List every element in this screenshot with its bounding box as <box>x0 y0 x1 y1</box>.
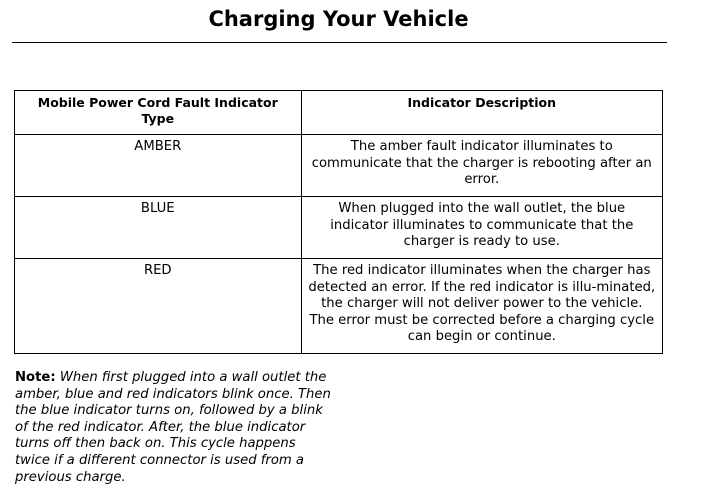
table-header-row <box>15 91 663 135</box>
table-row <box>15 197 663 259</box>
indicator-type-cell: RED <box>15 259 302 354</box>
indicator-description-cell: When plugged into the wall outlet, the blue indicator illuminates to communicate that the charger is ready to use. <box>301 197 662 259</box>
table-row <box>15 135 663 197</box>
column-header-type: Mobile Power Cord Fault Indicator Type <box>15 91 302 135</box>
note-text: When first plugged into a wall outlet the amber, blue and red indicators blink once. Then the blue indicator turns on, followed by a blink of the red indicator. After, the blue indicator turns off then back on. This cycle happens twice if a different connector is used from a previous charge. <box>15 370 331 485</box>
indicator-description-cell: The red indicator illuminates when the charger has detected an error. If the red indicator is illu-minated, the charger will not deliver power to the vehicle. The error must be corrected before a charging cycle can begin or continue. <box>301 259 662 354</box>
indicator-type-cell: BLUE <box>15 197 302 259</box>
title-divider <box>12 42 667 43</box>
fault-indicator-table <box>14 90 663 354</box>
page-title: Charging Your Vehicle <box>208 7 469 31</box>
column-header-description: Indicator Description <box>301 91 662 135</box>
note-label: Note: <box>15 370 56 385</box>
indicator-description-cell: The amber fault indicator illuminates to communicate that the charger is rebooting after an error. <box>301 135 662 197</box>
indicator-type-cell: AMBER <box>15 135 302 197</box>
table-row <box>15 259 663 354</box>
note-paragraph <box>15 370 333 486</box>
